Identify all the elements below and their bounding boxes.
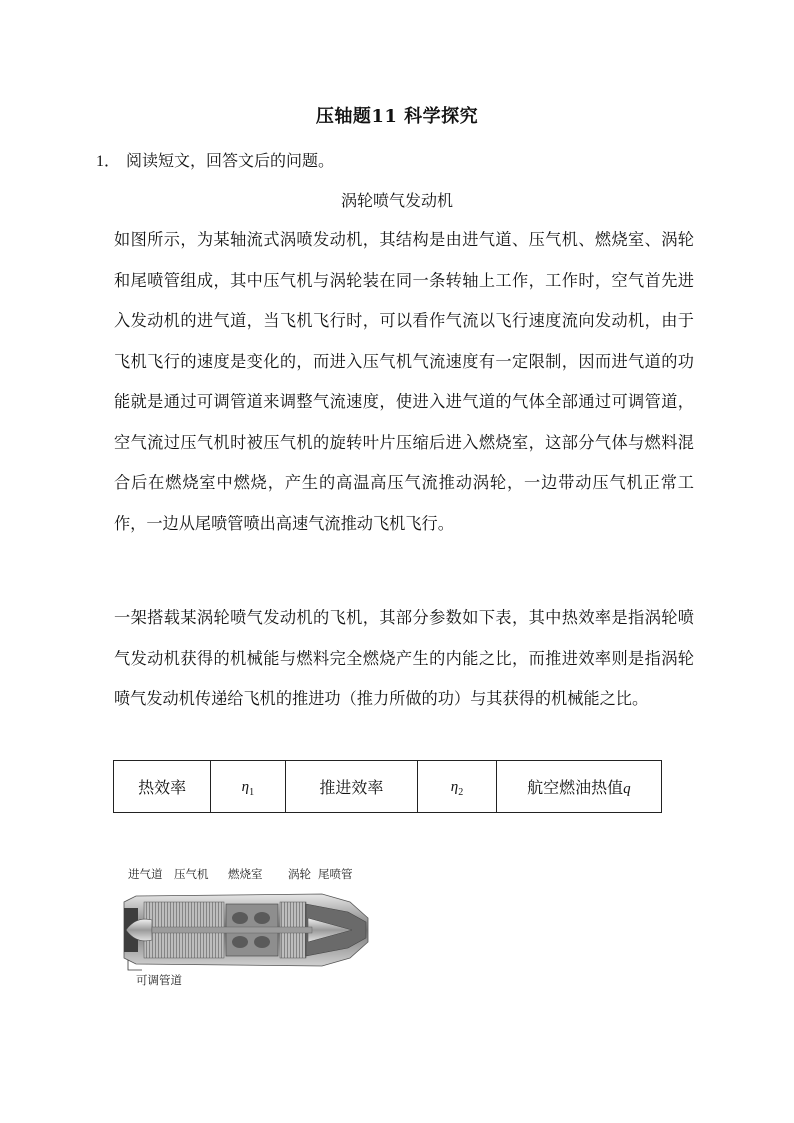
q-symbol: q bbox=[623, 781, 631, 797]
question-prompt bbox=[96, 148, 334, 171]
label-adjustable-duct: 可调管道 bbox=[136, 973, 182, 987]
propulsion-efficiency-label: 推进效率 bbox=[285, 761, 418, 813]
subscript: 2 bbox=[458, 786, 464, 798]
engine-figure bbox=[122, 866, 372, 988]
thermal-efficiency-label: 热效率 bbox=[114, 761, 211, 813]
eta-symbol: η bbox=[241, 778, 250, 795]
page-title: 压轴题11 科学探究 bbox=[315, 106, 479, 127]
subscript: 1 bbox=[249, 786, 255, 798]
label-combustor: 燃烧室 bbox=[228, 867, 263, 881]
label-inlet: 进气道 bbox=[128, 867, 163, 881]
propulsion-efficiency-value bbox=[418, 761, 496, 813]
fuel-heat-value-label bbox=[496, 761, 661, 813]
paragraph-text: 一架搭载某涡轮喷气发动机的飞机，其部分参数如下表，其中热效率是指涡轮喷气发动机获得的机械能与燃料完全燃烧产生的内能之比，而推进效率则是指涡轮喷气发动机传递给飞机的推进功（推力所做的功）与其获得的机械能之比。 bbox=[114, 608, 694, 708]
label-compressor: 压气机 bbox=[174, 867, 209, 881]
label-nozzle: 尾喷管 bbox=[318, 867, 353, 881]
jet-engine-illustration bbox=[122, 882, 372, 978]
article-paragraph-2 bbox=[114, 598, 694, 720]
eta-symbol: η bbox=[450, 778, 459, 795]
question-number: 1． bbox=[96, 153, 121, 170]
thermal-efficiency-value bbox=[211, 761, 285, 813]
table-row bbox=[114, 761, 662, 813]
article-title: 涡轮喷气发动机 bbox=[340, 191, 453, 210]
article-paragraph-1 bbox=[114, 220, 694, 544]
fuel-label-text: 航空燃油热值 bbox=[527, 778, 624, 797]
paragraph-text: 如图所示，为某轴流式涡喷发动机，其结构是由进气道、压气机、燃烧室、涡轮和尾喷管组成，其中压气机与涡轮装在同一条转轴上工作，工作时，空气首先进入发动机的进气道，当飞机飞行时，可以看作气流以飞行速度流向发动机，由于飞机飞行的速度是变化的，而进入压气机气流速度有一定限制，因而进气道的功能就是通过可调管道来调整气流速度，使进入进气道的气体全部通过可调管道，空气流过压气机时被压气机的旋转叶片压缩后进入燃烧室，这部分气体与燃料混合后在燃烧室中燃烧，产生的高温高压气流推动涡轮，一边带动压气机正常工作，一边从尾喷管喷出高速气流推动飞机飞行。 bbox=[114, 230, 694, 533]
label-turbine: 涡轮 bbox=[288, 867, 311, 881]
question-text: 阅读短文，回答文后的问题。 bbox=[126, 151, 335, 170]
parameter-table bbox=[113, 760, 662, 813]
